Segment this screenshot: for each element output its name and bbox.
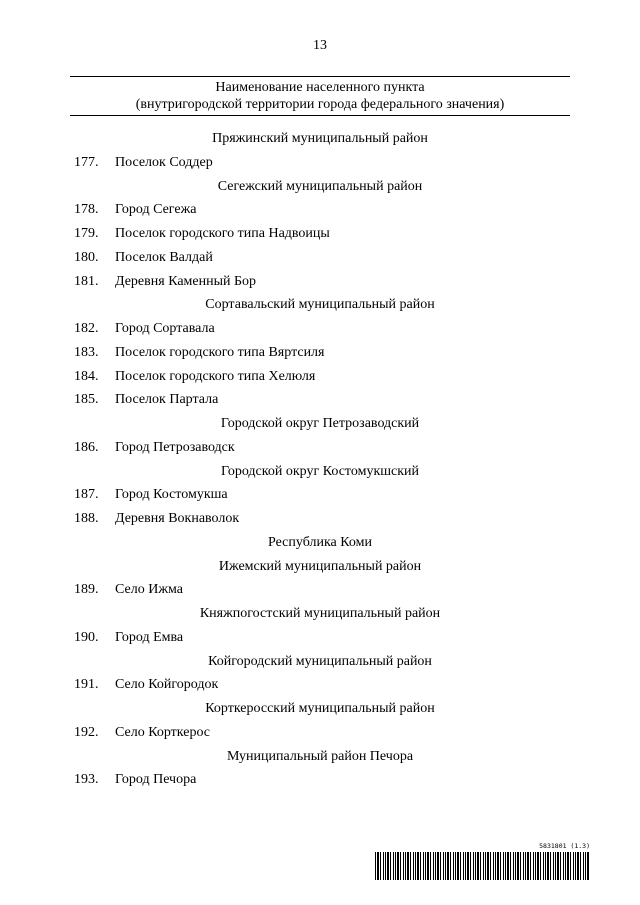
item-number: 183. (74, 344, 99, 360)
section-heading: Сегежский муниципальный район (217, 178, 423, 194)
list-item (0, 507, 640, 531)
item-name: Село Ижма (115, 582, 183, 598)
item-number: 181. (74, 273, 99, 289)
item-name: Поселок Соддер (115, 154, 213, 170)
section-heading: Городской округ Петрозаводский (220, 416, 420, 431)
item-number: 180. (74, 249, 99, 265)
list-item (0, 270, 640, 294)
section-heading: Койгородский муниципальный район (208, 653, 432, 669)
item-number: 193. (74, 772, 99, 788)
item-name: Поселок Партала (115, 392, 219, 408)
section-heading: Княжпогостский муниципальный район (199, 606, 441, 621)
item-name: Город Сегежа (115, 202, 197, 218)
item-name: Деревня Каменный Бор (115, 273, 257, 289)
item-number: 189. (74, 582, 99, 598)
list-item (0, 673, 640, 697)
list-item (0, 198, 640, 222)
list-item (0, 365, 640, 389)
list-item (0, 222, 640, 246)
item-name: Село Корткерос (115, 724, 211, 740)
section-heading: Городской округ Костомукшский (220, 463, 420, 479)
item-name: Село Койгородок (115, 677, 219, 693)
list-item (0, 151, 640, 175)
item-number: 182. (74, 321, 99, 336)
item-number: 184. (74, 368, 99, 384)
section-heading: Муниципальный район Печора (226, 748, 414, 764)
list-item (0, 246, 640, 270)
item-name: Город Петрозаводск (115, 439, 235, 455)
list-item (0, 388, 640, 412)
barcode-image (375, 852, 590, 880)
list-item (0, 721, 640, 745)
barcode-block (375, 842, 590, 882)
item-name: Поселок городского типа Надвоицы (115, 226, 330, 241)
item-name: Поселок городского типа Хелюля (115, 368, 316, 384)
item-name: Поселок городского типа Вяртсиля (115, 344, 325, 360)
item-name: Поселок Валдай (115, 249, 213, 265)
header-subtitle: (внутригородской территории города федерального значения) (135, 97, 505, 112)
item-number: 178. (74, 202, 99, 218)
item-number: 179. (74, 226, 99, 241)
item-name: Город Печора (115, 772, 197, 788)
item-number: 187. (74, 487, 99, 503)
item-number: 188. (74, 511, 99, 526)
table-header (70, 76, 570, 116)
item-number: 185. (74, 392, 99, 408)
item-number: 186. (74, 439, 99, 455)
list-item (0, 341, 640, 365)
settlement-list (0, 127, 640, 792)
item-number: 191. (74, 677, 99, 693)
section-heading: Пряжинский муниципальный район (212, 131, 428, 146)
item-number: 192. (74, 724, 99, 740)
list-item (0, 578, 640, 602)
item-name: Город Емва (115, 629, 184, 645)
barcode-code: 5831801 (1.3) (539, 842, 590, 850)
list-item (0, 483, 640, 507)
item-number: 190. (74, 629, 99, 645)
item-name: Город Сортавала (115, 321, 215, 336)
section-heading: Сортавальский муниципальный район (205, 297, 435, 313)
list-item (0, 768, 640, 792)
section-heading: Корткеросский муниципальный район (205, 701, 435, 716)
item-name: Деревня Вокнаволок (115, 511, 240, 526)
list-item (0, 436, 640, 460)
header-title: Наименование населенного пункта (215, 80, 425, 95)
item-number: 177. (74, 154, 99, 170)
list-item (0, 626, 640, 650)
page-number: 13 (313, 38, 327, 53)
section-heading: Ижемский муниципальный район (218, 558, 422, 574)
list-item (0, 317, 640, 341)
item-name: Город Костомукша (115, 487, 228, 503)
section-heading: Республика Коми (268, 534, 372, 550)
